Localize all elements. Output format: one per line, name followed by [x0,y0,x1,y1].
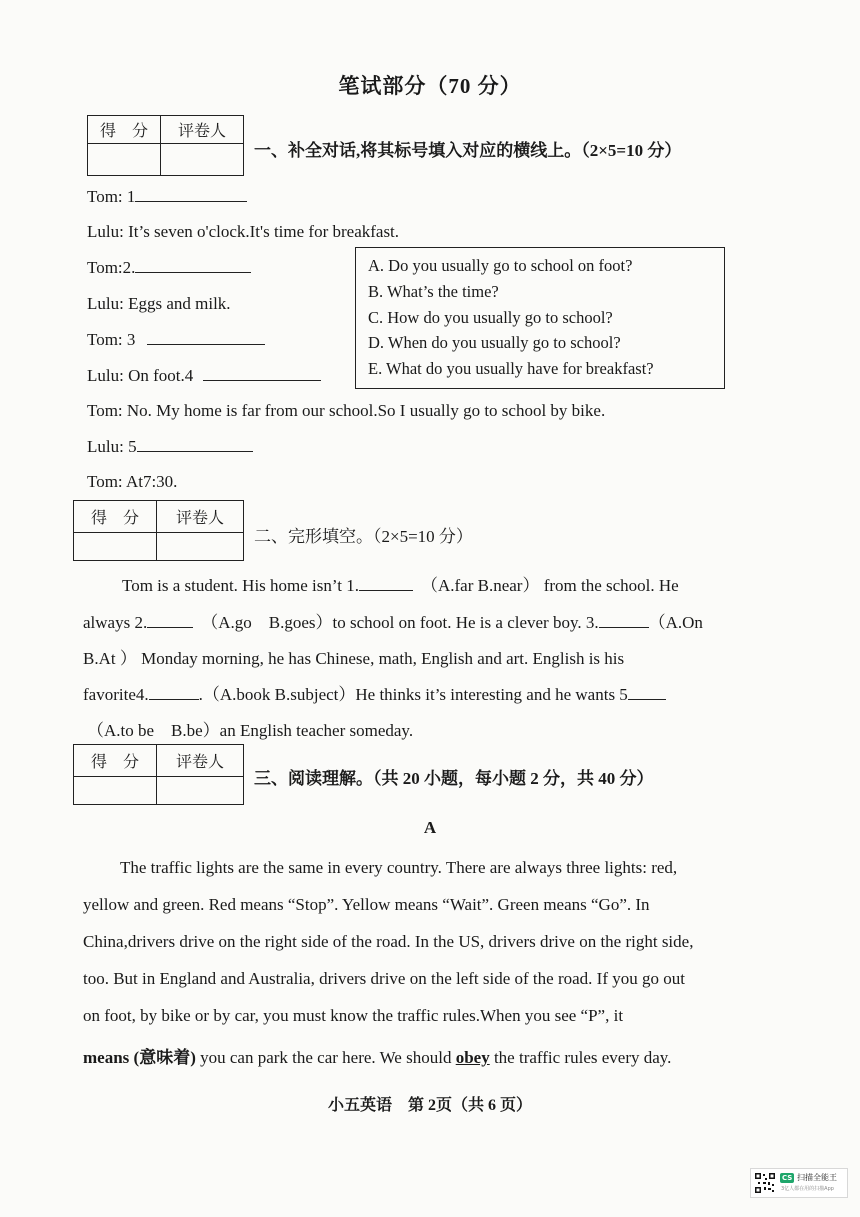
cloze-blank-5[interactable] [628,698,666,700]
dialogue-text: Lulu: 5 [87,437,137,456]
section-2-heading: 二、完形填空。（2×5=10 分） [254,527,473,546]
dialogue-line-9: Tom: At7:30. [87,472,178,491]
passage-line-4: too. But in England and Australia, drivers drive on the left side of the road. If you go out [83,969,685,988]
dialogue-line-2: Lulu: It’s seven o'clock.It's time for breakfast. [87,222,400,241]
scanner-brand: 扫描全能王 [797,1173,837,1182]
grader-cell [157,777,244,805]
passage-text: you can park the car here. We should [195,1048,456,1067]
dialogue-text: Lulu: On foot.4 [87,366,194,385]
grader-cell [157,533,244,561]
dialogue-line-4: Lulu: Eggs and milk. [87,294,231,313]
cloze-text: .（A.book B.subject）He thinks it’s interesting and he wants 5 [198,685,628,704]
passage-line-2: yellow and green. Red means “Stop”. Yellow means “Wait”. Green means “Go”. In [83,895,650,914]
score-table-1 [87,115,244,176]
cloze-line-1 [122,571,679,596]
grader-header: 评卷人 [157,501,244,533]
cloze-text: （A.far B.near） from the school. He [420,576,679,595]
score-header: 得 分 [88,116,161,144]
grader-header: 评卷人 [157,745,244,777]
option-c: C. How do you usually go to school? [368,308,613,327]
options-box [355,247,725,389]
passage-line-1: The traffic lights are the same in every country. There are always three lights: red, [120,858,678,877]
grader-cell [161,144,244,176]
answer-blank-1[interactable] [135,200,247,202]
dialogue-line-8 [87,437,253,457]
section-3-heading: 三、阅读理解。（共 20 小题，每小题 2 分，共 40 分） [254,769,654,788]
cloze-text: Tom is a student. His home isn’t 1. [122,576,359,595]
page-footer: 小五英语 第 2页（共 6 页） [327,1097,532,1114]
obey-underlined: obey [455,1048,490,1067]
grader-header: 评卷人 [161,116,244,144]
cloze-line-2 [83,608,703,633]
dialogue-line-3 [87,258,251,278]
answer-blank-4[interactable] [203,379,321,381]
score-table-3 [73,744,244,805]
passage-line-6 [83,1043,671,1068]
cloze-line-4 [83,680,666,705]
cloze-text: always 2. [83,613,148,632]
scanner-tagline: 3亿人都在用的扫描App [781,1186,834,1192]
cloze-text: favorite4. [83,685,149,704]
passage-line-3: China,drivers drive on the right side of the road. In the US, drivers drive on the right side, [83,932,694,951]
cloze-blank-1[interactable] [359,589,413,591]
cloze-blank-3[interactable] [599,626,649,628]
score-cell [88,144,161,176]
dialogue-text: Tom: 1 [87,187,136,206]
option-e: E. What do you usually have for breakfast? [368,359,654,378]
answer-blank-5[interactable] [137,450,253,452]
score-header: 得 分 [74,501,157,533]
means-bold: means (意味着) [83,1048,196,1067]
passage-text: the traffic rules every day. [489,1048,672,1067]
scanner-watermark [750,1168,848,1198]
section-1-heading: 一、补全对话,将其标号填入对应的横线上。（2×5=10 分） [254,141,682,160]
cloze-blank-4[interactable] [149,698,199,700]
answer-blank-3[interactable] [147,343,265,345]
cloze-text: （A.On [648,613,703,632]
option-b: B. What’s the time? [368,282,499,301]
passage-label: A [423,818,437,837]
dialogue-line-5 [87,330,265,350]
score-table-2 [73,500,244,561]
page-title: 笔试部分（70 分） [338,74,522,98]
score-cell [74,777,157,805]
camscanner-badge: CS [782,1174,793,1182]
cloze-line-5: （A.to be B.be）an English teacher someday. [87,721,414,740]
option-a: A. Do you usually go to school on foot? [368,256,633,275]
dialogue-line-6 [87,366,321,386]
cloze-blank-2[interactable] [147,626,193,628]
option-d: D. When do you usually go to school? [368,333,621,352]
dialogue-line-1 [87,187,247,207]
dialogue-text: Tom: 3 [87,330,136,349]
score-cell [74,533,157,561]
dialogue-line-7: Tom: No. My home is far from our school.So I usually go to school by bike. [87,401,606,420]
qr-code-icon [754,1172,776,1194]
dialogue-text: Tom:2. [87,258,136,277]
answer-blank-2[interactable] [135,271,251,273]
cloze-text: （A.go B.goes）to school on foot. He is a clever boy. 3. [201,613,599,632]
passage-line-5: on foot, by bike or by car, you must know the traffic rules.When you see “P”, it [83,1006,624,1025]
cloze-line-3: B.At ） Monday morning, he has Chinese, math, English and art. English is his [83,649,625,668]
score-header: 得 分 [74,745,157,777]
